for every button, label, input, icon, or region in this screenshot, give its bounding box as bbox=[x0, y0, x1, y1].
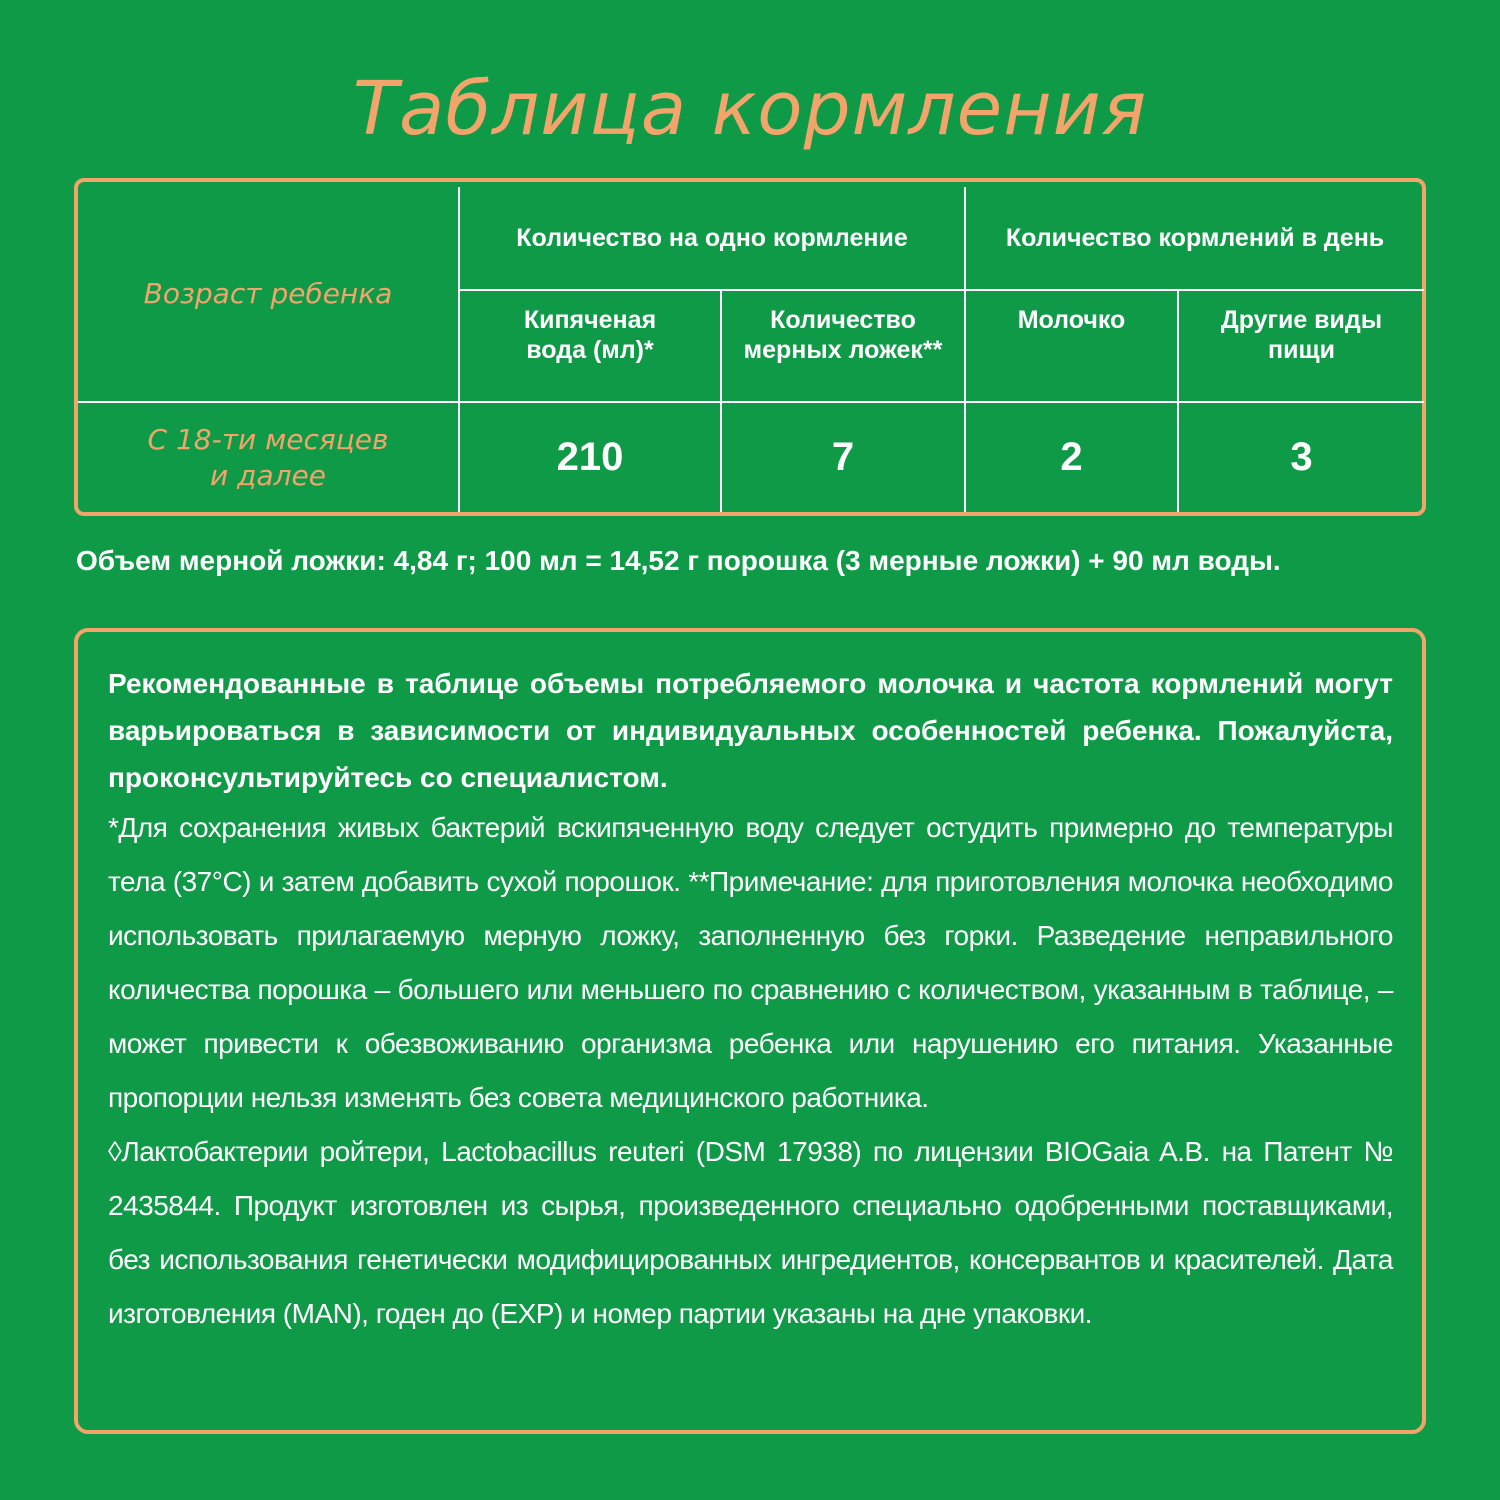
product-note: ◊Лактобактерии ройтери, Lactobacillus reuteri (DSM 17938) по лицензии BIOGaia A.B. на Патент № 2435844. Продукт изготовлен из сырья, произведенного специально одобренными поставщиками, без использования генетически модифицированных ингредиентов, консервантов и красителей. Дата изготовления (MAN), годен до (EXP) и номер партии указаны на дне упаковки. bbox=[108, 1136, 1393, 1329]
other-food-value: 3 bbox=[1178, 402, 1424, 512]
age-value bbox=[78, 402, 459, 512]
measure-note: Объем мерной ложки: 4,84 г; 100 мл = 14,52 г порошка (3 мерные ложки) + 90 мл воды. bbox=[76, 545, 1281, 576]
col-header-spoons-line2: мерных ложек** bbox=[743, 336, 943, 364]
group-header-per-day: Количество кормлений в день bbox=[965, 187, 1424, 290]
col-header-other-food bbox=[1178, 290, 1424, 402]
col-header-water-line2: вода (мл)* bbox=[526, 336, 654, 364]
table-row bbox=[78, 402, 1424, 512]
milk-value: 2 bbox=[965, 402, 1178, 512]
age-value-line2: и далее bbox=[210, 458, 326, 492]
feeding-table bbox=[78, 187, 1424, 512]
spoons-value: 7 bbox=[721, 402, 965, 512]
water-value: 210 bbox=[459, 402, 721, 512]
col-header-water bbox=[459, 290, 721, 402]
age-value-line1: С 18-ти месяцев bbox=[147, 422, 389, 456]
col-header-other-line1: Другие виды bbox=[1220, 306, 1383, 334]
col-header-spoons-line1: Количество bbox=[770, 306, 916, 334]
preparation-note: *Для сохранения живых бактерий вскипяченную воду следует остудить примерно до температуры тела (37°С) и затем добавить сухой порошок. **Примечание: для приготовления молочка необходимо использовать прилагаемую мерную ложку, заполненную без горки. Разведение неправильного количества порошка – большего или меньшего по сравнению с количеством, указанным в таблице, – может привести к обезвоживанию организма ребенка или нарушению его питания. Указанные пропорции нельзя изменять без совета медицинского работника. bbox=[108, 812, 1393, 1113]
col-header-spoons bbox=[721, 290, 965, 402]
age-header: Возраст ребенка bbox=[78, 187, 459, 402]
recommendation-text: Рекомендованные в таблице объемы потребляемого молочка и частота кормлений могут варьироваться в зависимости от индивидуальных особенностей ребенка. Пожалуйста, проконсультируйтесь со специалистом. bbox=[108, 668, 1393, 793]
group-header-per-feeding: Количество на одно кормление bbox=[459, 187, 965, 290]
info-text bbox=[108, 660, 1393, 1341]
col-header-other-line2: пищи bbox=[1268, 336, 1335, 364]
col-header-water-line1: Кипяченая bbox=[523, 306, 657, 334]
col-header-milk: Молочко bbox=[965, 290, 1178, 402]
page-title: Таблица кормления bbox=[352, 66, 1148, 152]
